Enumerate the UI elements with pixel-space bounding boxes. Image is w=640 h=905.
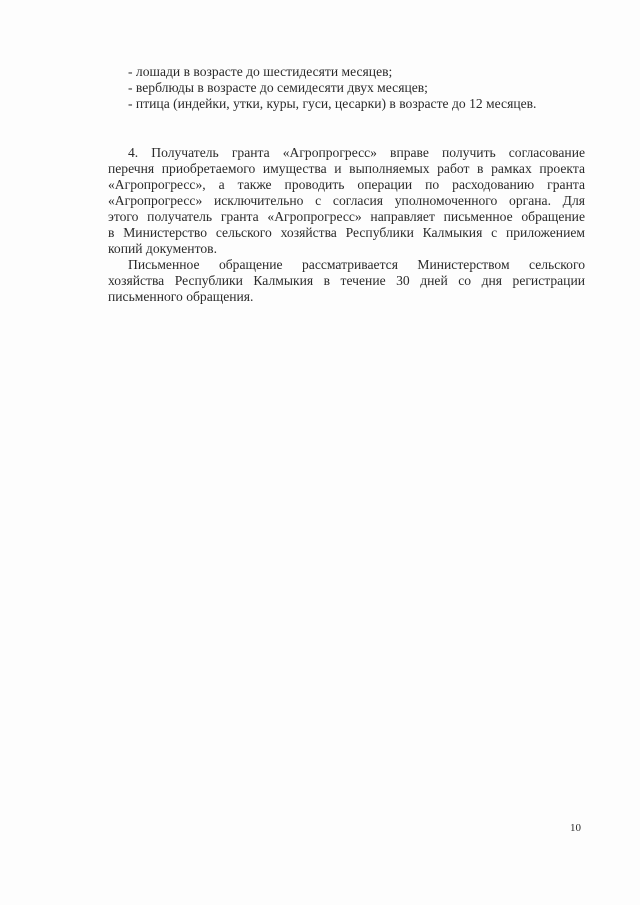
paragraph-line: «Агропрогресс», а также проводить операции по расходованию гранта	[108, 177, 585, 192]
paragraph-line: «Агропрогресс» исключительно с согласия уполномоченного органа. Для	[108, 193, 585, 208]
paragraph-line: Письменное обращение рассматривается Министерством сельского	[128, 257, 585, 272]
paragraph-line: письменного обращения.	[108, 289, 254, 304]
bullet-item: - птица (индейки, утки, куры, гуси, цесарки) в возрасте до 12 месяцев.	[128, 96, 537, 111]
bullet-item: - верблюды в возрасте до семидесяти двух месяцев;	[128, 80, 428, 95]
page-number: 10	[570, 822, 581, 834]
paragraph-line: 4. Получатель гранта «Агропрогресс» вправе получить согласование	[128, 145, 585, 160]
paragraph-line: в Министерство сельского хозяйства Республики Калмыкия с приложением	[108, 225, 585, 240]
bullet-item: - лошади в возрасте до шестидесяти месяцев;	[128, 64, 393, 79]
paragraph-line: копий документов.	[108, 241, 217, 256]
paragraph-line: хозяйства Республики Калмыкия в течение 30 дней со дня регистрации	[108, 273, 585, 288]
paragraph-line: перечня приобретаемого имущества и выполняемых работ в рамках проекта	[108, 161, 585, 176]
paragraph-line: этого получатель гранта «Агропрогресс» направляет письменное обращение	[108, 209, 585, 224]
